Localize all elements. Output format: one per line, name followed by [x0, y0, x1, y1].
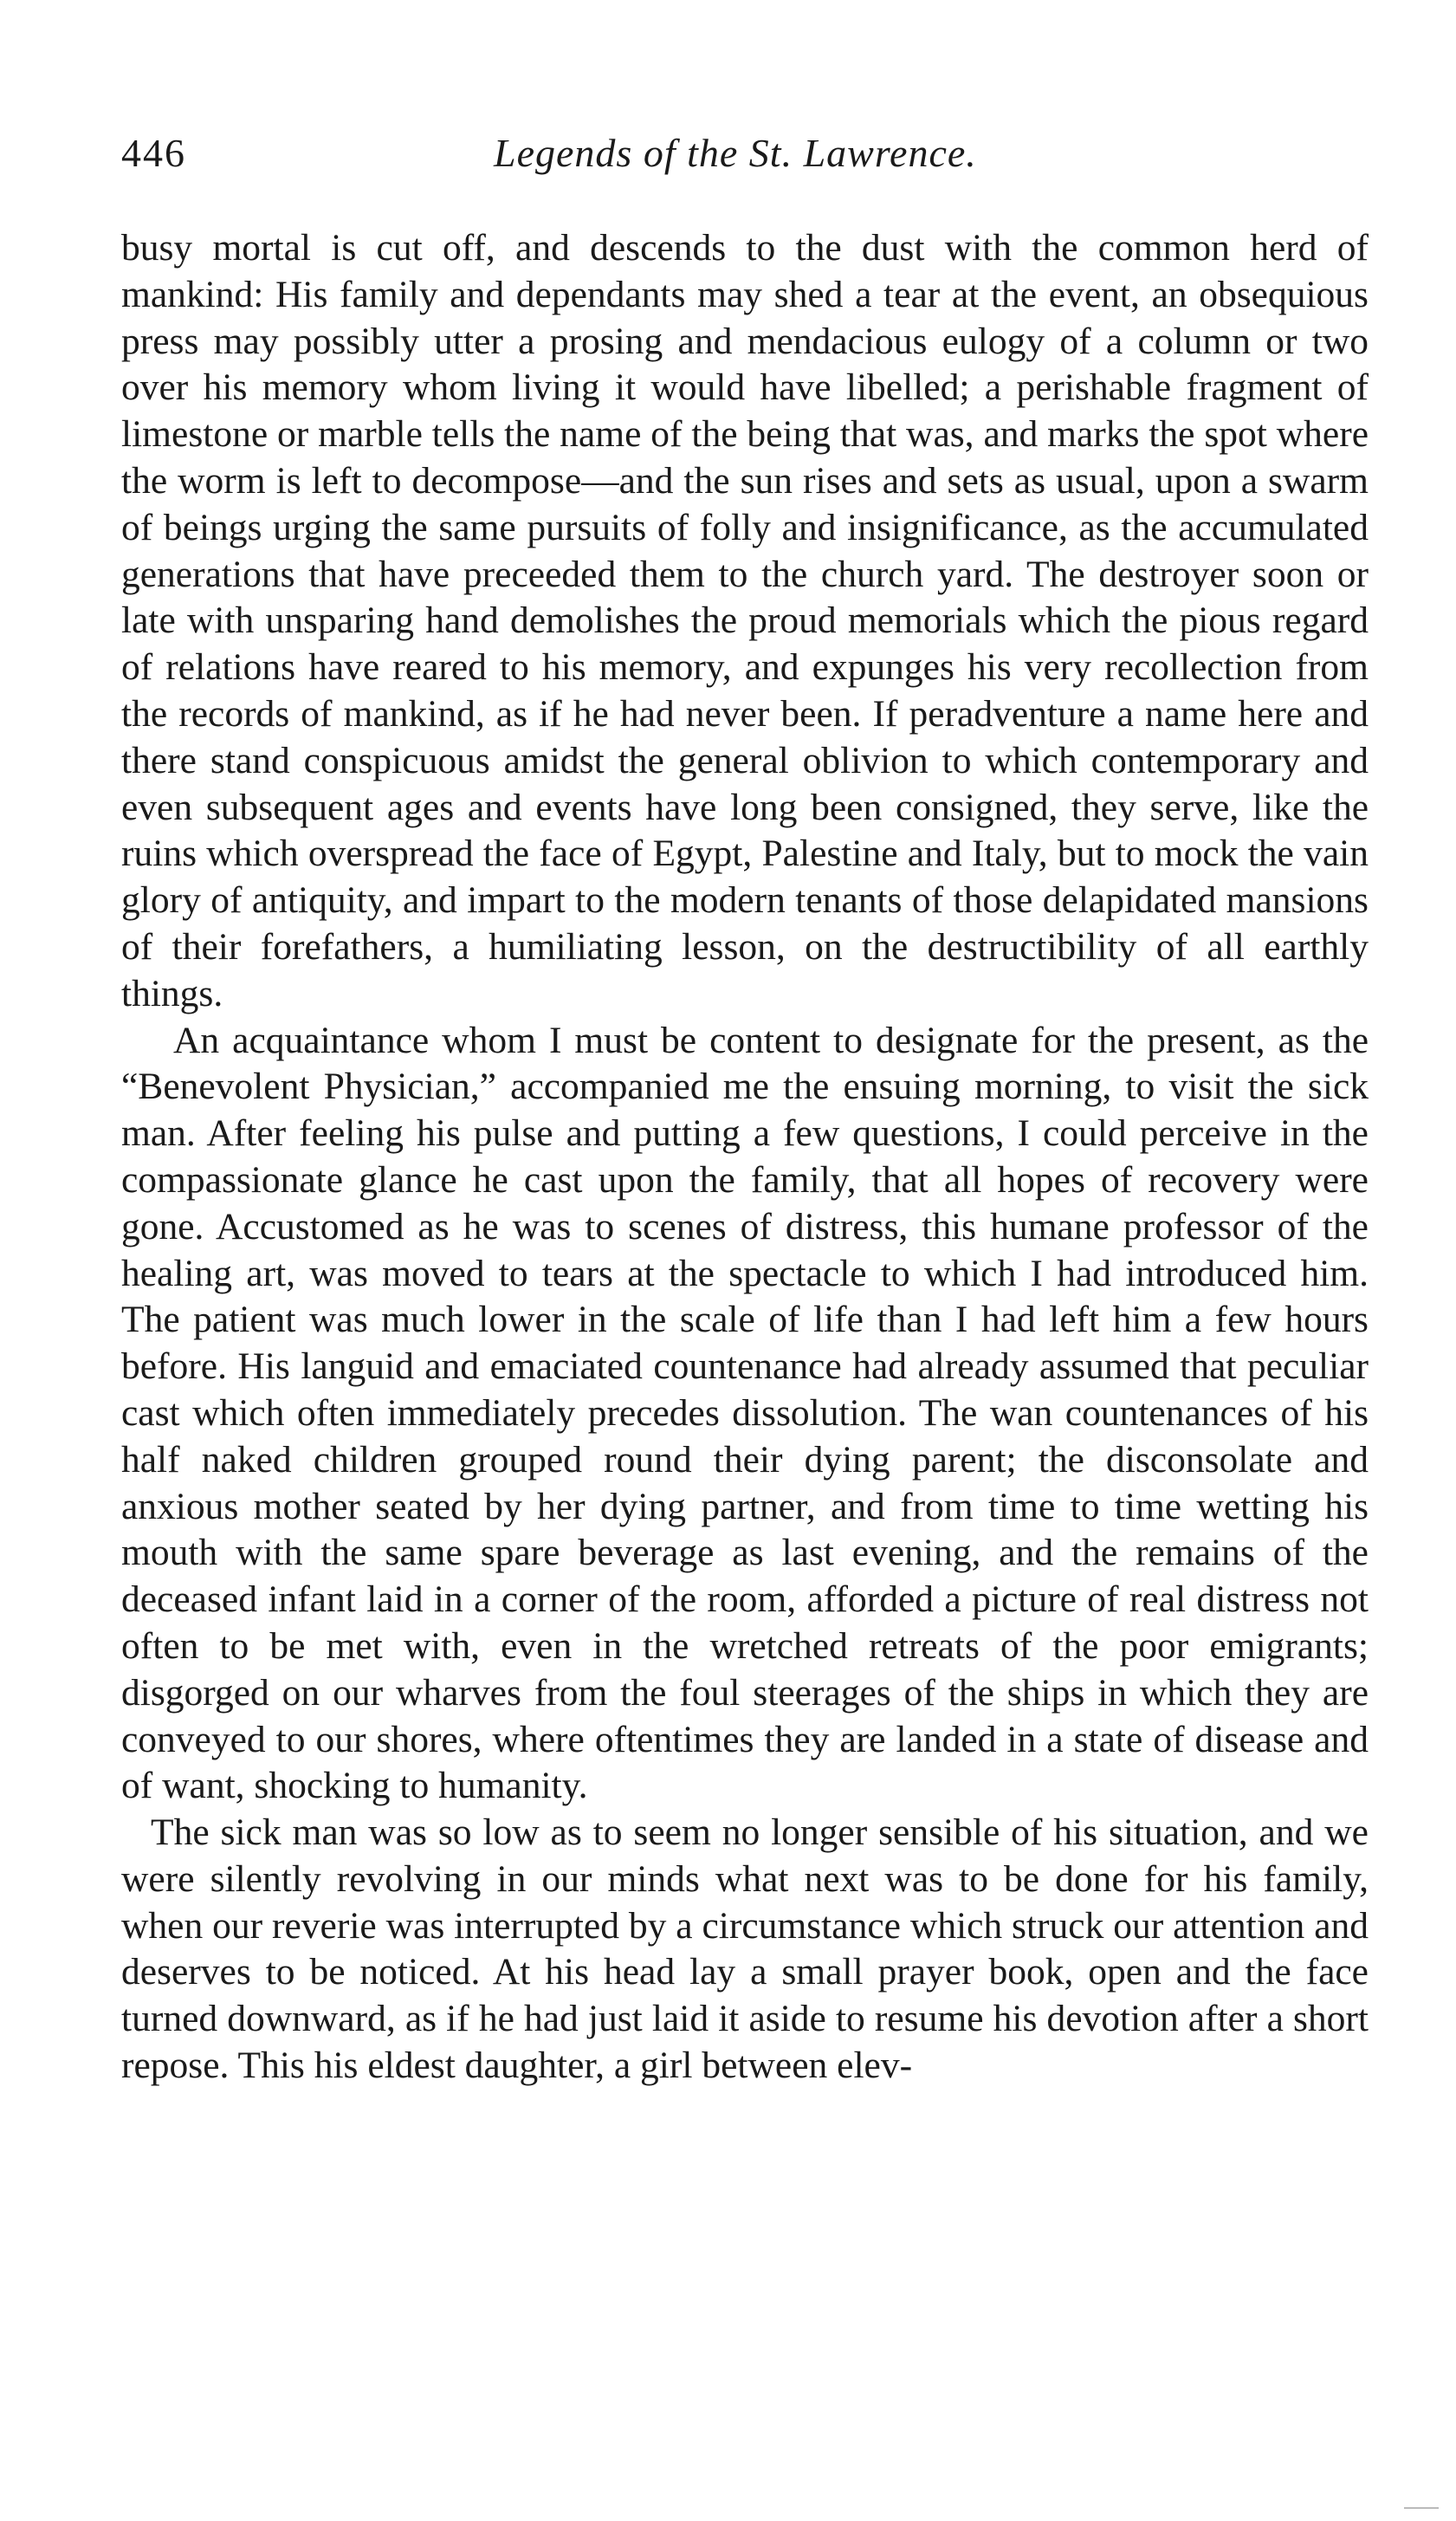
paragraph-physician-visit: An acquaintance whom I must be content to designate for the present, as the “Benevolent Physician,” accompanied me the ensuing morning, to visit the sick man. After feeling his pulse and putting a few questions, I could perceive in the compassionate glance he cast upon the family, that all hopes of recovery were gone. Accustomed as he was to scenes of distress, this humane professor of the healing art, was moved to tears at the spectacle to which I had introduced him. The patient was much lower in the scale of life than I had left him a few hours before. His languid and emaciated countenance had already assumed that peculiar cast which often immediately precedes dissolution. The wan countenances of his half naked children grouped round their dying parent; the disconsolate and anxious mother seated by her dying partner, and from time to time wetting his mouth with the same spare beverage as last evening, and the remains of the deceased infant laid in a corner of the room, afforded a picture of real distress not often to be met with, even in the wretched retreats of the poor emigrants; disgorged on our wharves from the foul steerages of the ships in which they are conveyed to our shores, where oftentimes they are landed in a state of disease and of want, shocking to humanity. — [121, 1019, 1369, 1807]
page-header — [121, 130, 1369, 199]
running-title: Legends of the St. Lawrence. — [494, 131, 977, 175]
page-edge-mark — [1404, 2507, 1439, 2509]
book-page — [121, 130, 1369, 2090]
page-number: 446 — [121, 131, 186, 175]
paragraph-prayer-book: The sick man was so low as to seem no longer sensible of his situation, and we were silently revolving in our minds what next was to be done for his family, when our reverie was interrupted by a circumstance which struck our attention and deserves to be noticed. At his head lay a small prayer book, open and the face turned downward, as if he had just laid it aside to resume his devotion after a short repose. This his eldest daughter, a girl between elev- — [121, 1811, 1369, 2087]
paragraph-continuation: busy mortal is cut off, and descends to the dust with the common herd of mankind: His family and dependants may shed a tear at the event, an obsequious press may possibly utter a prosing and mendacious eulogy of a column or two over his memory whom living it would have libelled; a perishable fragment of limestone or marble tells the name of the being that was, and marks the spot where the worm is left to decompose—and the sun rises and sets as usual, upon a swarm of beings urging the same pursuits of folly and insignificance, as the accumulated generations that have preceeded them to the church yard. The destroyer soon or late with unsparing hand demolishes the proud memorials which the pious regard of relations have reared to his memory, and expunges his very recollection from the records of mankind, as if he had never been. If peradventure a name here and there stand conspicuous amidst the general oblivion to which contemporary and even subsequent ages and events have long been consigned, they serve, like the ruins which overspread the face of Egypt, Palestine and Italy, but to mock the vain glory of antiquity, and impart to the modern tenants of those delapidated mansions of their forefathers, a humiliating lesson, on the destructibility of all earthly things. — [121, 227, 1369, 1014]
body-text — [121, 225, 1369, 2090]
